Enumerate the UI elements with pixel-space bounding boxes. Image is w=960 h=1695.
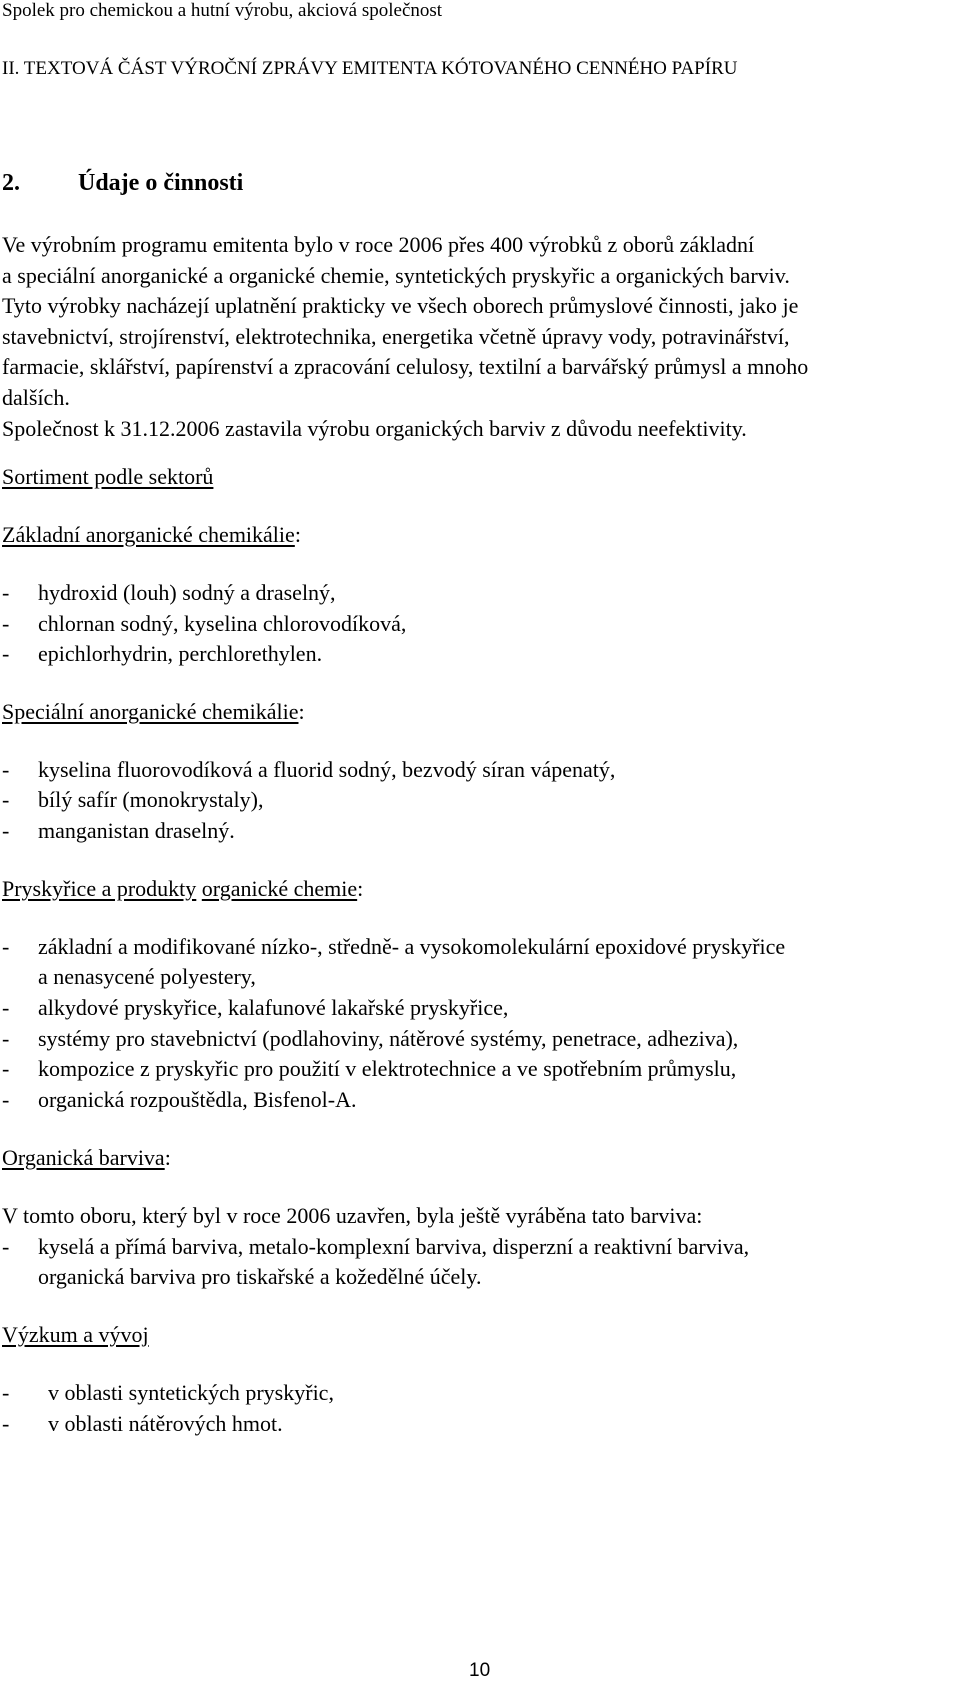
- list-dash: -: [2, 1087, 10, 1112]
- special-inorganic-heading: [2, 699, 305, 725]
- list-dash: -: [2, 1380, 10, 1405]
- special-inorganic-heading-text: Speciální anorganické chemikálie: [2, 699, 299, 724]
- list-dash: -: [2, 1411, 10, 1436]
- intro-line: Ve výrobním programu emitenta bylo v roce 2006 přes 400 výrobků z oborů základní: [2, 232, 755, 257]
- basic-inorganic-heading: [2, 522, 301, 548]
- list-item: kyselá a přímá barviva, metalo-komplexní barviva, disperzní a reaktivní barviva,: [38, 1234, 750, 1259]
- list-dash: -: [2, 580, 10, 605]
- list-item: systémy pro stavebnictví (podlahoviny, nátěrové systémy, penetrace, adheziva),: [38, 1026, 739, 1051]
- list-item: základní a modifikované nízko-, středně- a vysokomolekulární epoxidové pryskyřice: [38, 934, 786, 959]
- intro-line: Tyto výrobky nacházejí uplatnění prakticky ve všech oborech průmyslové činnosti, jako je: [2, 293, 799, 319]
- list-item: organická rozpouštědla, Bisfenol-A.: [38, 1087, 357, 1112]
- list-dash: -: [2, 641, 10, 666]
- list-dash: -: [2, 995, 10, 1020]
- list-dash: -: [2, 1026, 10, 1051]
- list-dash: -: [2, 818, 10, 843]
- resins-heading-part-b: organické chemie: [201, 876, 358, 901]
- list-item-continuation: a nenasycené polyestery,: [38, 964, 256, 989]
- list-dash: -: [2, 1234, 10, 1259]
- list-item: epichlorhydrin, perchlorethylen.: [38, 641, 323, 666]
- heading-colon: :: [357, 876, 364, 901]
- intro-line: stavebnictví, strojírenství, elektrotechnika, energetika včetně úpravy vody, potravinářství,: [2, 323, 790, 349]
- section-title: Údaje o činnosti: [78, 170, 244, 196]
- dyes-text: V tomto oboru, který byl v roce 2006 uzavřen, byla ještě vyráběna tato barviva:: [2, 1203, 703, 1228]
- heading-colon: :: [298, 699, 305, 724]
- research-heading: Výzkum a vývoj: [2, 1322, 149, 1347]
- sortiment-heading: Sortiment podle sektorů: [2, 464, 214, 489]
- page-number: 10: [469, 1660, 491, 1681]
- intro-line: dalších.: [2, 384, 70, 410]
- list-item: kompozice z pryskyřic pro použití v elektrotechnice a ve spotřebním průmyslu,: [38, 1056, 737, 1081]
- intro-line: farmacie, sklářství, papírenství a zpracování celulosy, textilní a barvářský průmysl a mnoho: [2, 354, 809, 380]
- list-item: alkydové pryskyřice, kalafunové lakařské pryskyřice,: [38, 995, 509, 1020]
- list-item-continuation: organická barviva pro tiskařské a kožedělné účely.: [38, 1264, 482, 1289]
- list-dash: -: [2, 757, 10, 782]
- dyes-heading: [2, 1145, 171, 1171]
- part-title: II. TEXTOVÁ ČÁST VÝROČNÍ ZPRÁVY EMITENTA KÓTOVANÉHO CENNÉHO PAPÍRU: [2, 58, 738, 79]
- intro-paragraph: [2, 230, 957, 444]
- section-number: 2.: [2, 170, 20, 196]
- list-dash: -: [2, 611, 10, 636]
- dyes-heading-text: Organická barviva: [2, 1145, 165, 1170]
- heading-colon: :: [294, 522, 301, 547]
- list-item: manganistan draselný.: [38, 818, 235, 843]
- list-item: v oblasti syntetických pryskyřic,: [48, 1380, 334, 1405]
- list-dash: -: [2, 1056, 10, 1081]
- resins-heading-part-a: Pryskyřice a produkty: [2, 876, 197, 901]
- list-item: hydroxid (louh) sodný a draselný,: [38, 580, 336, 605]
- list-item: bílý safír (monokrystaly),: [38, 787, 264, 812]
- list-item: v oblasti nátěrových hmot.: [48, 1411, 283, 1436]
- company-header: Spolek pro chemickou a hutní výrobu, akciová společnost: [2, 0, 443, 21]
- heading-colon: :: [164, 1145, 171, 1170]
- list-item: kyselina fluorovodíková a fluorid sodný, bezvodý síran vápenatý,: [38, 757, 616, 782]
- intro-line: a speciální anorganické a organické chemie, syntetických pryskyřic a organických barviv.: [2, 262, 790, 288]
- list-item: chlornan sodný, kyselina chlorovodíková,: [38, 611, 407, 636]
- resins-heading: [2, 876, 363, 902]
- list-dash: -: [2, 787, 10, 812]
- intro-line: Společnost k 31.12.2006 zastavila výrobu organických barviv z důvodu neefektivity.: [2, 415, 747, 441]
- basic-inorganic-heading-text: Základní anorganické chemikálie: [2, 522, 295, 547]
- list-dash: -: [2, 934, 10, 959]
